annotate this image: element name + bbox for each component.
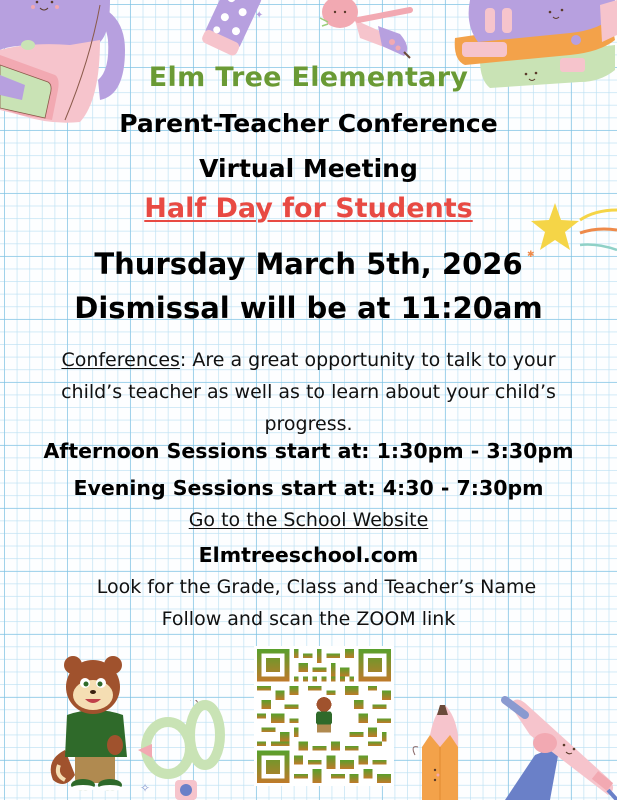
flower-marker-icon <box>190 0 270 60</box>
half-day-notice <box>0 193 617 224</box>
event-date: Thursday March 5th, 2026 <box>94 247 523 281</box>
school-website-link-row <box>0 509 617 531</box>
dismissal-time: Dismissal will be at 11:20am <box>74 291 543 325</box>
half-day-text: Half Day for Students <box>144 193 473 224</box>
afternoon-sessions: Afternoon Sessions start at: 1:30pm - 3:30pm <box>43 439 574 463</box>
chipmunk-mascot <box>45 655 140 795</box>
event-subtitle: Virtual Meeting <box>199 154 418 183</box>
website-domain: Elmtreeschool.com <box>198 543 419 567</box>
zoom-qr-code[interactable] <box>254 646 394 786</box>
qr-code-graphic <box>257 649 391 783</box>
pencil-icon <box>410 705 470 800</box>
svg-text:✧: ✧ <box>140 781 151 795</box>
svg-text:✦: ✦ <box>255 10 264 21</box>
event-title: Parent-Teacher Conference <box>119 109 498 138</box>
school-website-link[interactable]: Go to the School Website <box>188 509 429 531</box>
conferences-line-3: progress. <box>264 413 353 435</box>
conferences-description <box>0 344 617 440</box>
conferences-line-2: child’s teacher as well as to learn about your child’s <box>61 381 556 403</box>
conferences-line-1 <box>12 344 605 376</box>
instructions-follow-zoom: Follow and scan the ZOOM link <box>161 608 456 630</box>
instructions-look-for: Look for the Grade, Class and Teacher’s Name <box>96 576 537 598</box>
school-name: Elm Tree Elementary <box>148 62 469 93</box>
conferences-text-1: : Are a great opportunity to talk to your <box>179 349 556 371</box>
bunny-pen-icon <box>300 0 425 60</box>
svg-text:✱: ✱ <box>527 250 535 260</box>
evening-sessions: Evening Sessions start at: 4:30 - 7:30pm <box>73 476 544 500</box>
conferences-label: Conferences <box>61 349 180 371</box>
glue-gun-icon <box>500 695 617 800</box>
scissors-icon <box>130 700 230 800</box>
